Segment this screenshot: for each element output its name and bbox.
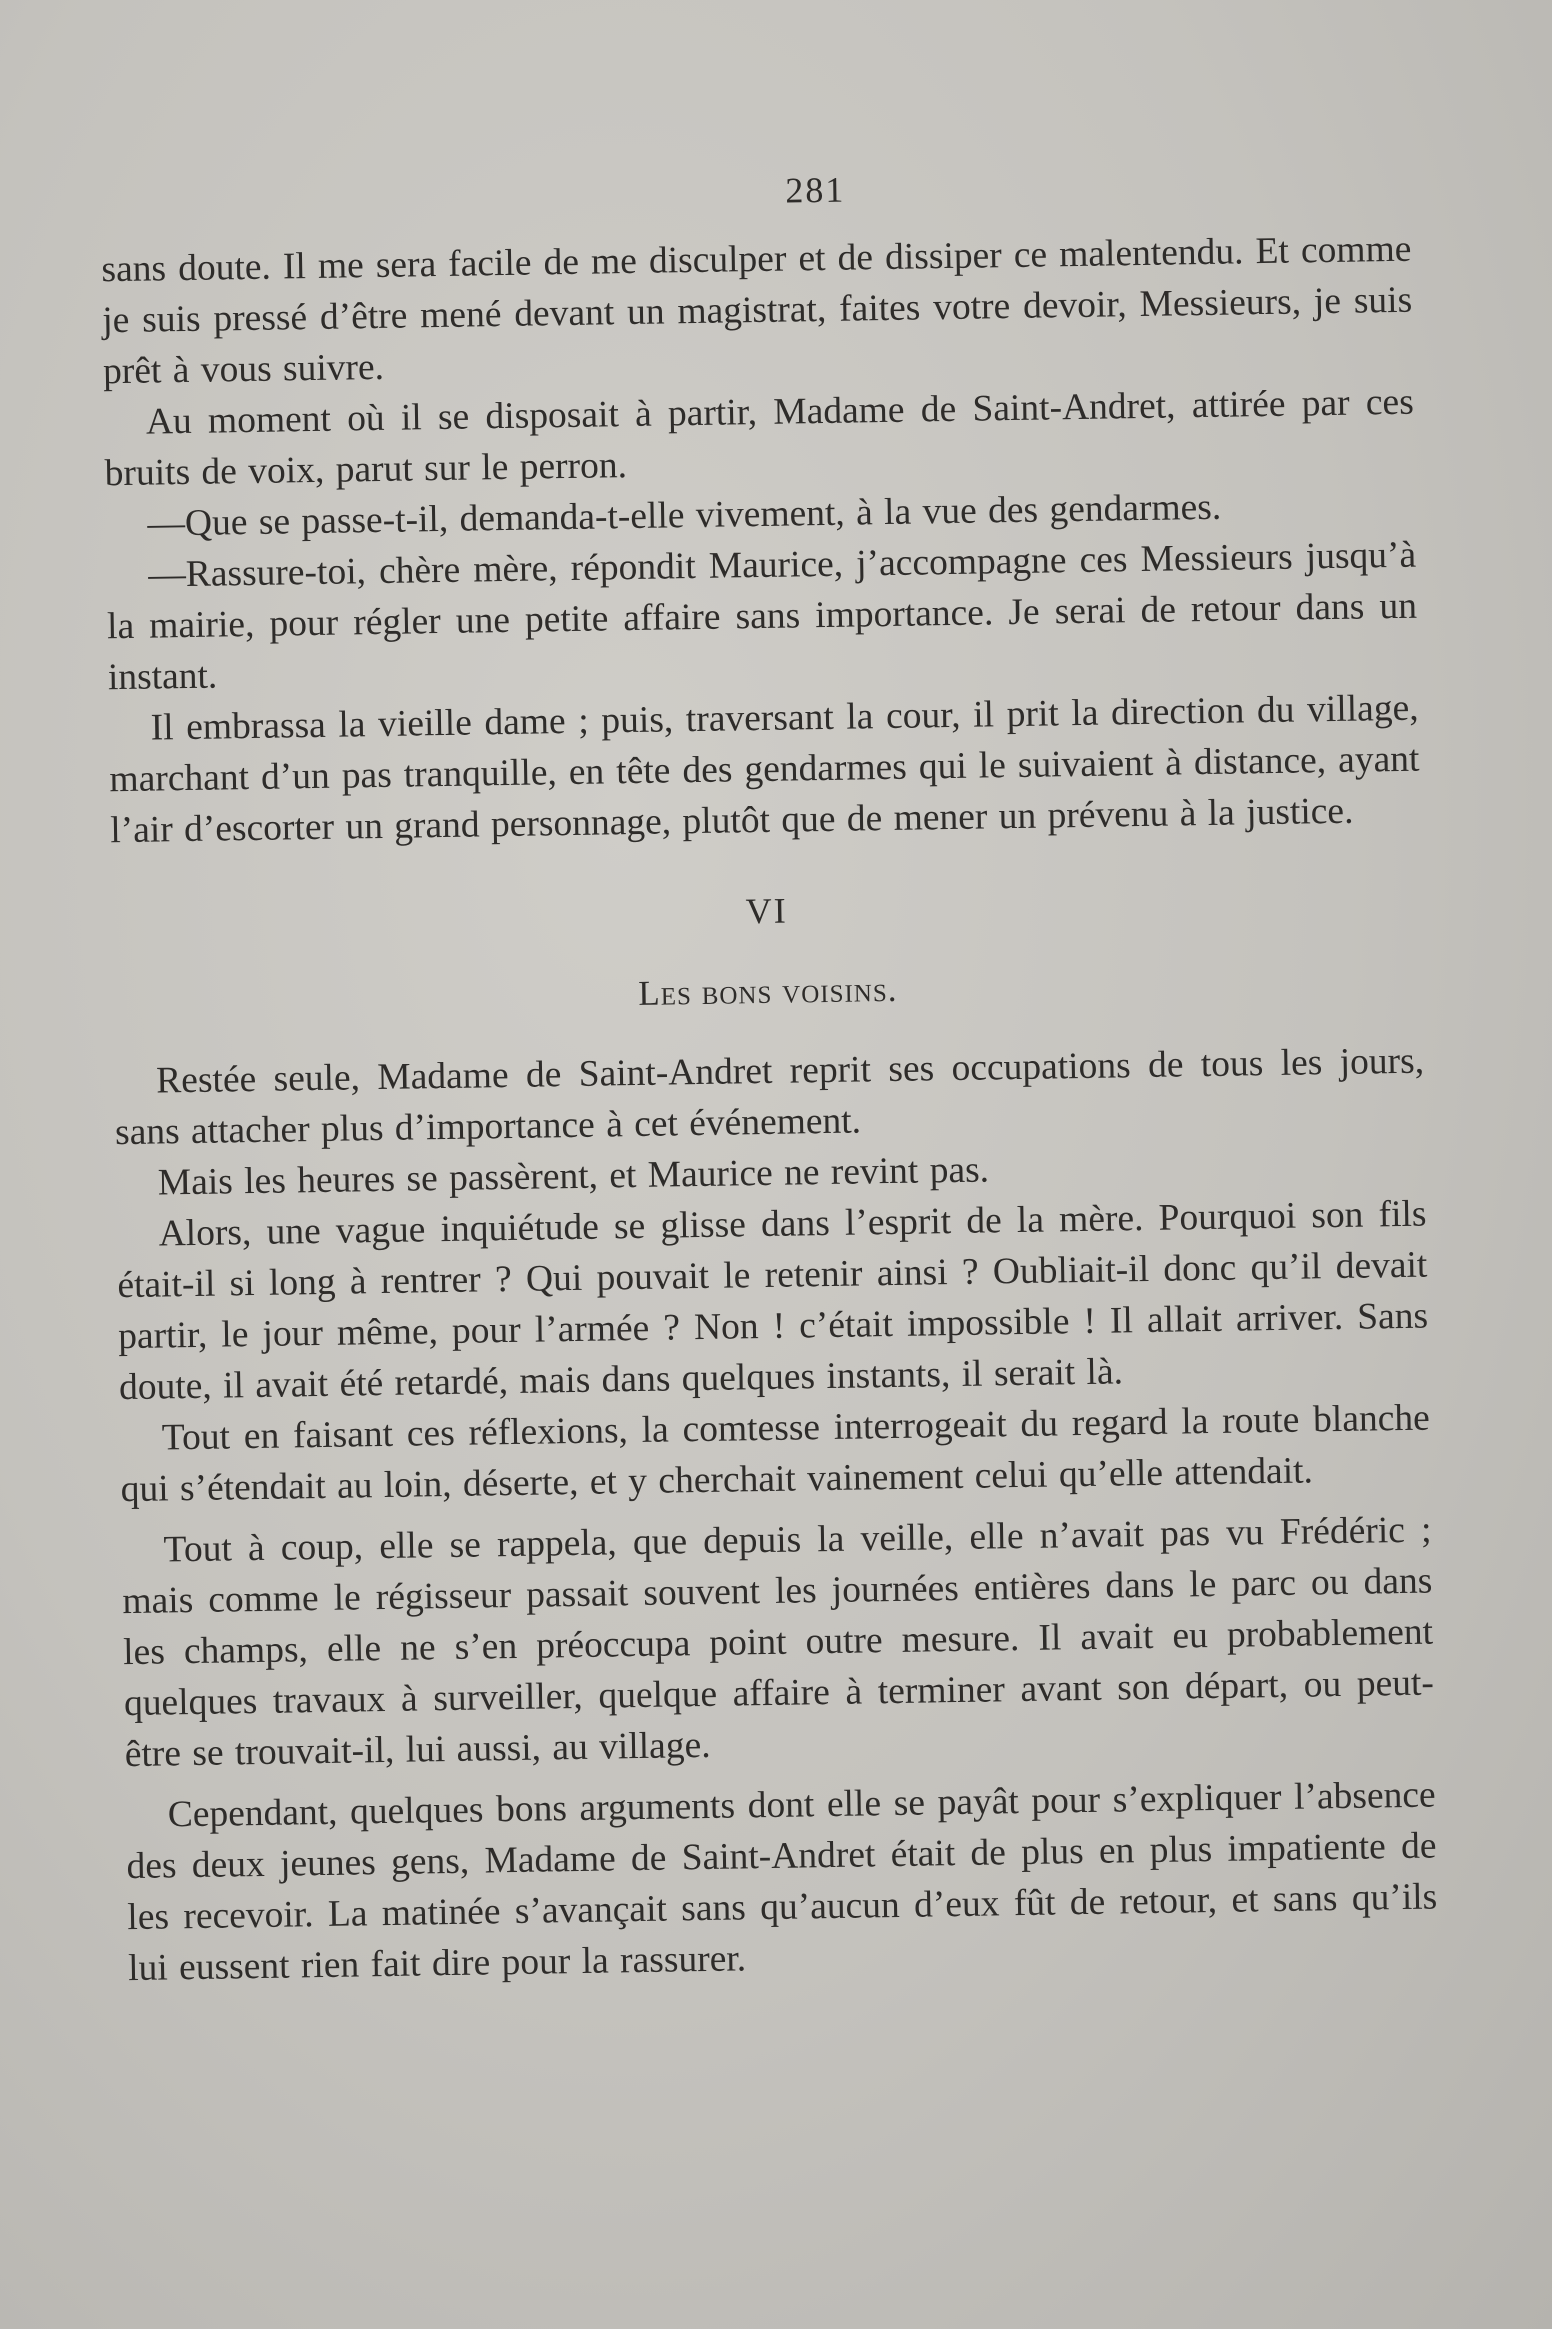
paragraph: Mais les heures se passèrent, et Maurice ne revint pas.	[157, 1149, 990, 1204]
paragraph: Il embrassa la vieille dame ; puis, traversant la cour, il prit la direction du village, marchant d’un pas tranquille, en tête des gendarmes qui le suivaient à distance, ayant l’air d’escorter un grand personnage, plutôt que de mener un prévenu à la justice.	[109, 687, 1420, 852]
page-number: 281	[785, 169, 846, 211]
paragraph: Cependant, quelques bons arguments dont elle se payât pour s’expliquer l’absence des deux jeunes gens, Madame de Saint-Andret était de plus en plus impatiente de les recevoir. La matinée s’avançait sans qu’aucun d’eux fût de retour, et sans qu’ils lui eussent rien fait dire pour la rassurer.	[126, 1774, 1438, 1990]
dialogue-line: —Que se passe-t-il, demanda-t-elle vivement, à la vue des gendarmes.	[147, 486, 1222, 545]
chapter-title: Les bons voisins.	[638, 969, 898, 1013]
paragraph: Restée seule, Madame de Saint-Andret reprit ses occupations de tous les jours, sans attacher plus d’importance à cet événement.	[114, 1040, 1425, 1154]
paragraph-continuation: sans doute. Il me sera facile de me disculper et de dissiper ce malentendu. Et comme je suis pressé d’être mené devant un magistrat, faites votre devoir, Messieurs, je suis prêt à vous suivre.	[101, 228, 1413, 393]
paragraph: Alors, une vague inquiétude se glisse dans l’esprit de la mère. Pourquoi son fils était-il si long à rentrer ? Qui pouvait le retenir ainsi ? Oubliait-il donc qu’il devait partir, le jour même, pour l’armée ? Non ! c’était impossible ! Il allait arriver. Sans doute, il avait été retardé, mais dans quelques instants, il serait là.	[117, 1193, 1429, 1409]
paragraph: Au moment où il se disposait à partir, Madame de Saint-Andret, attirée par ces bruits de voix, parut sur le perron.	[104, 381, 1415, 495]
chapter-number: VI	[745, 890, 788, 932]
dialogue-line: —Rassure-toi, chère mère, répondit Maurice, j’accompagne ces Messieurs jusqu’à la mairie, pour régler une petite affaire sans importance. Je serai de retour dans un instant.	[106, 534, 1418, 699]
paragraph: Tout à coup, elle se rappela, que depuis la veille, elle n’avait pas vu Frédéric ; mais comme le régisseur passait souvent les journées entières dans le parc ou dans les champs, elle ne s’en préoccupa point outre mesure. Il avait eu probablement quelques travaux à surveiller, quelque affaire à terminer avant son départ, ou peut-être se trouvait-il, lui aussi, au village.	[122, 1509, 1435, 1776]
paragraph: Tout en faisant ces réflexions, la comtesse interrogeait du regard la route blanche qui s’étendait au loin, déserte, et y cherchait vainement celui qu’elle attendait.	[120, 1397, 1431, 1511]
page-text-block	[100, 160, 1438, 1994]
